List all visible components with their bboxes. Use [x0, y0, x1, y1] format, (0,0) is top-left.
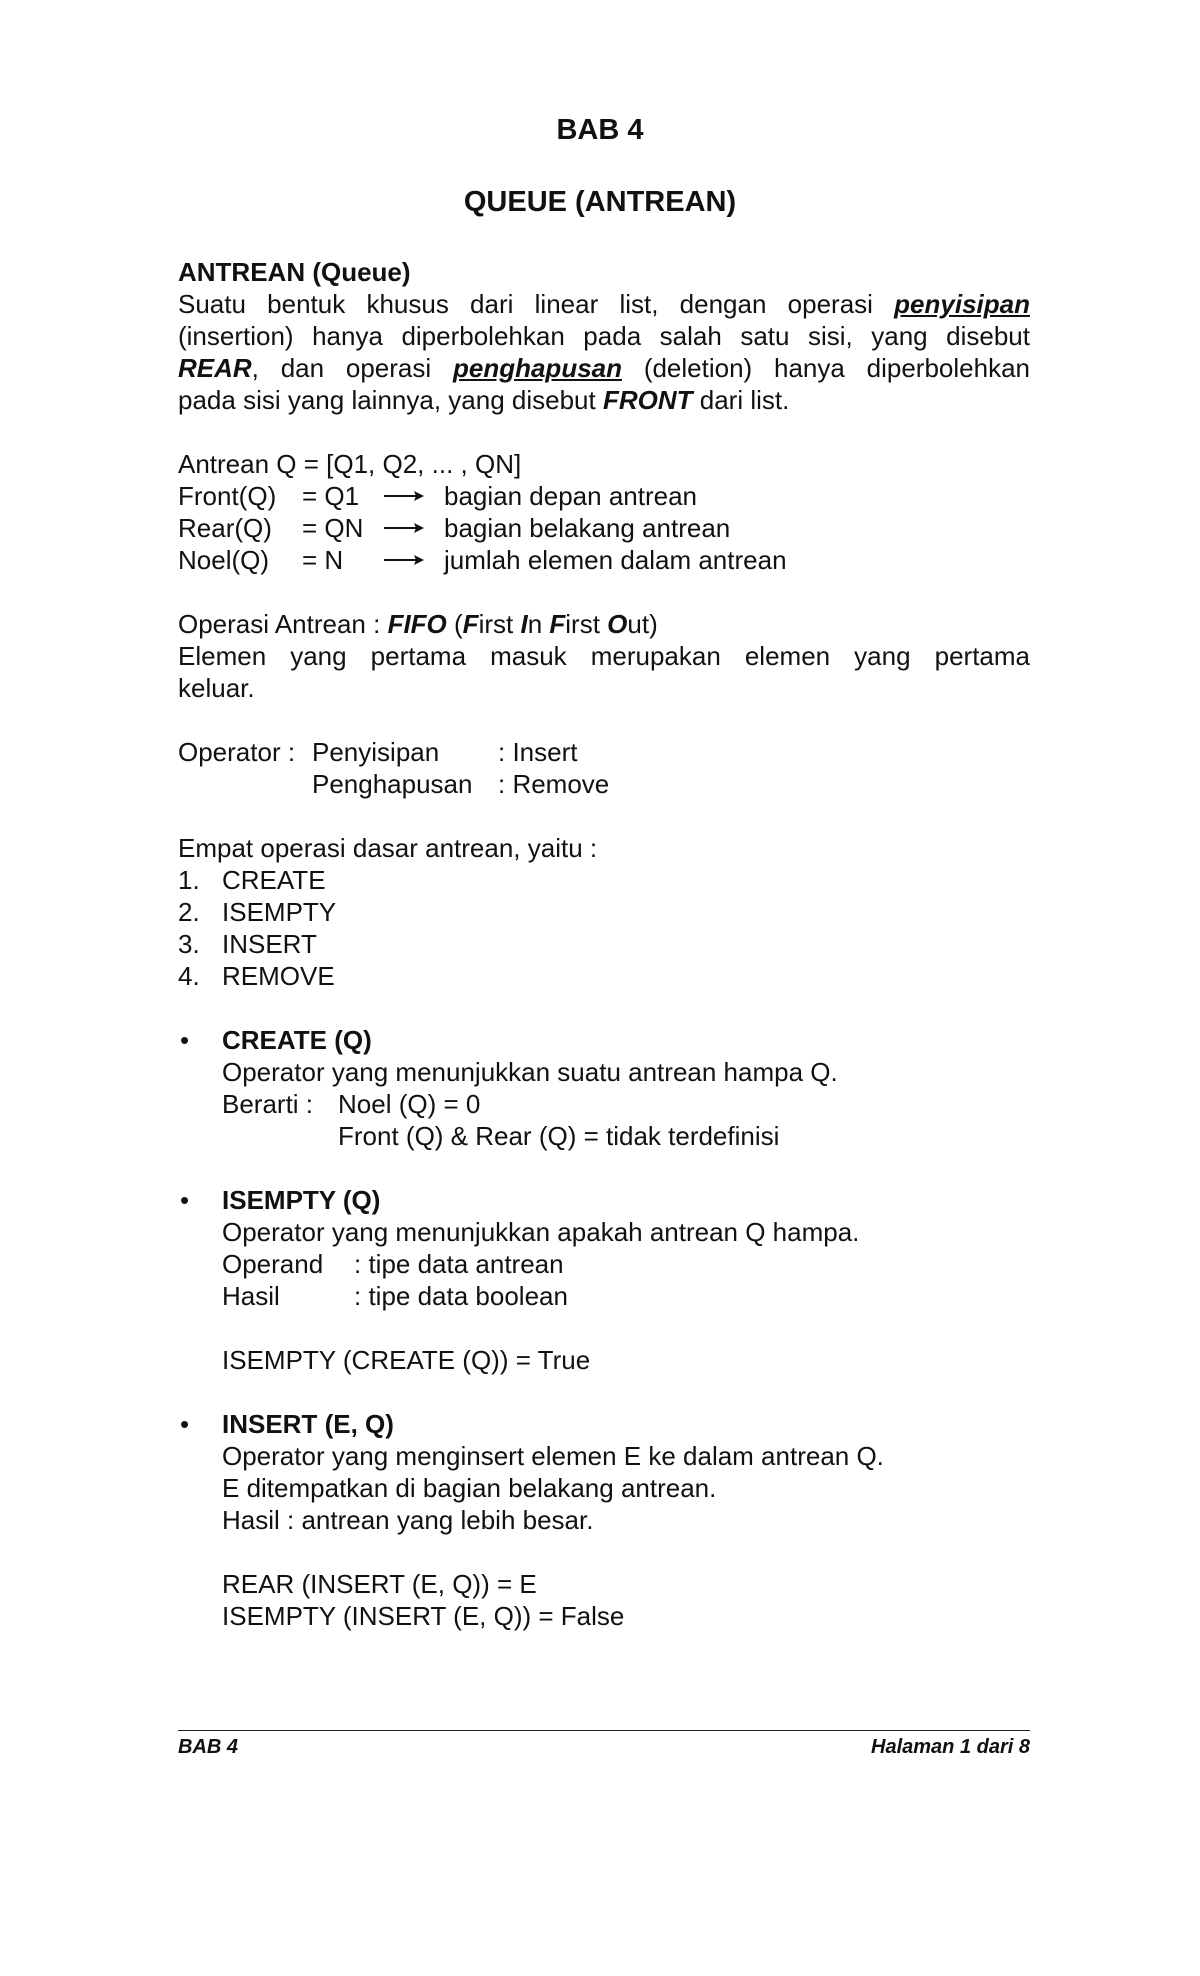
- def-term: Front(Q): [178, 481, 277, 511]
- create-description: Operator yang menunjukkan suatu antrean hampa Q.: [222, 1057, 838, 1087]
- intro-text: Suatu bentuk khusus dari linear list, dengan operasi: [178, 289, 873, 319]
- fifo-prefix: Operasi Antrean :: [178, 609, 388, 639]
- list-item-num: 1.: [178, 865, 200, 895]
- fifo-text: irst: [478, 609, 521, 639]
- def-desc: jumlah elemen dalam antrean: [444, 545, 787, 575]
- def-desc: bagian belakang antrean: [444, 513, 731, 543]
- isempty-hasil-value: : tipe data boolean: [354, 1281, 568, 1311]
- def-row-rear: [178, 512, 272, 544]
- fifo-text: irst: [565, 609, 608, 639]
- def-row-noel: [178, 544, 269, 576]
- intro-line-1: [178, 288, 1030, 320]
- fifo-letter: I: [520, 609, 528, 639]
- insert-heading: INSERT (E, Q): [222, 1409, 394, 1439]
- list-item-num: 4.: [178, 961, 200, 991]
- bullet-icon: •: [180, 1409, 190, 1439]
- create-front-rear: Front (Q) & Rear (Q) = tidak terdefinisi: [338, 1121, 780, 1151]
- intro-text: dari list.: [692, 385, 790, 415]
- fifo-letter: F: [549, 609, 566, 639]
- isempty-operand-label: Operand: [222, 1249, 324, 1279]
- list-item-num: 3.: [178, 929, 200, 959]
- footer-chapter: BAB 4: [178, 1736, 239, 1758]
- def-term: Rear(Q): [178, 513, 272, 543]
- right-arrow-icon: [384, 490, 424, 502]
- fifo-term: FIFO: [387, 609, 447, 639]
- fifo-letter: F: [462, 609, 479, 639]
- list-item-label: ISEMPTY: [222, 897, 337, 927]
- fifo-description-cont: keluar.: [178, 673, 255, 703]
- bullet-icon: •: [180, 1025, 190, 1055]
- intro-line-2: (insertion) hanya diperbolehkan pada salah satu sisi, yang disebut: [178, 321, 1030, 351]
- intro-line-3: [178, 352, 1030, 384]
- insert-result: Hasil : antrean yang lebih besar.: [222, 1505, 594, 1535]
- isempty-operand-value: : tipe data antrean: [354, 1249, 564, 1279]
- footer-divider: [178, 1730, 1030, 1731]
- fifo-paren: (: [446, 609, 463, 639]
- intro-text: pada sisi yang lainnya, yang disebut: [178, 385, 596, 415]
- page-title: QUEUE (ANTREAN): [463, 186, 737, 218]
- fifo-text: ut): [627, 609, 658, 639]
- def-eq: = QN: [302, 513, 364, 543]
- intro-text: (deletion) hanya diperbolehkan: [643, 353, 1031, 383]
- def-eq: = N: [302, 545, 344, 575]
- chapter-title: BAB 4: [556, 114, 644, 146]
- term-rear: REAR: [178, 353, 252, 383]
- term-penyisipan: penyisipan: [894, 289, 1030, 319]
- def-term: Noel(Q): [178, 545, 270, 575]
- isempty-equation: ISEMPTY (CREATE (Q)) = True: [222, 1345, 591, 1375]
- def-eq: = Q1: [302, 481, 360, 511]
- create-berarti-label: Berarti :: [222, 1089, 314, 1119]
- bullet-icon: •: [180, 1185, 190, 1215]
- list-item-label: INSERT: [222, 929, 317, 959]
- list-item-label: CREATE: [222, 865, 326, 895]
- fifo-description: Elemen yang pertama masuk merupakan elemen yang pertama: [178, 641, 1030, 671]
- insert-equation-isempty: ISEMPTY (INSERT (E, Q)) = False: [222, 1601, 625, 1631]
- operator-name: Penghapusan: [312, 769, 473, 799]
- footer-page-number: Halaman 1 dari 8: [871, 1736, 1030, 1758]
- term-front: FRONT: [602, 385, 693, 415]
- intro-text: , dan operasi: [251, 353, 432, 383]
- isempty-hasil-label: Hasil: [222, 1281, 280, 1311]
- fifo-text: n: [527, 609, 550, 639]
- antrean-definition: Antrean Q = [Q1, Q2, ... , QN]: [178, 449, 522, 479]
- def-row-front: [178, 480, 276, 512]
- insert-placement: E ditempatkan di bagian belakang antrean.: [222, 1473, 717, 1503]
- isempty-heading: ISEMPTY (Q): [222, 1185, 381, 1215]
- def-desc: bagian depan antrean: [444, 481, 698, 511]
- insert-description: Operator yang menginsert elemen E ke dalam antrean Q.: [222, 1441, 884, 1471]
- fifo-letter: O: [607, 609, 628, 639]
- operator-value: : Remove: [498, 769, 610, 799]
- list-item-label: REMOVE: [222, 961, 335, 991]
- fifo-line: [178, 608, 658, 640]
- operator-label: Operator :: [178, 737, 296, 767]
- intro-line-4: [178, 384, 789, 416]
- section-heading-antrean: ANTREAN (Queue): [178, 257, 411, 287]
- isempty-description: Operator yang menunjukkan apakah antrean Q hampa.: [222, 1217, 860, 1247]
- basic-ops-heading: Empat operasi dasar antrean, yaitu :: [178, 833, 598, 863]
- right-arrow-icon: [384, 554, 424, 566]
- operator-name: Penyisipan: [312, 737, 440, 767]
- operator-value: : Insert: [498, 737, 578, 767]
- list-item-num: 2.: [178, 897, 200, 927]
- term-penghapusan: penghapusan: [452, 353, 622, 383]
- create-noel: Noel (Q) = 0: [338, 1089, 481, 1119]
- create-heading: CREATE (Q): [222, 1025, 372, 1055]
- right-arrow-icon: [384, 522, 424, 534]
- insert-equation-rear: REAR (INSERT (E, Q)) = E: [222, 1569, 537, 1599]
